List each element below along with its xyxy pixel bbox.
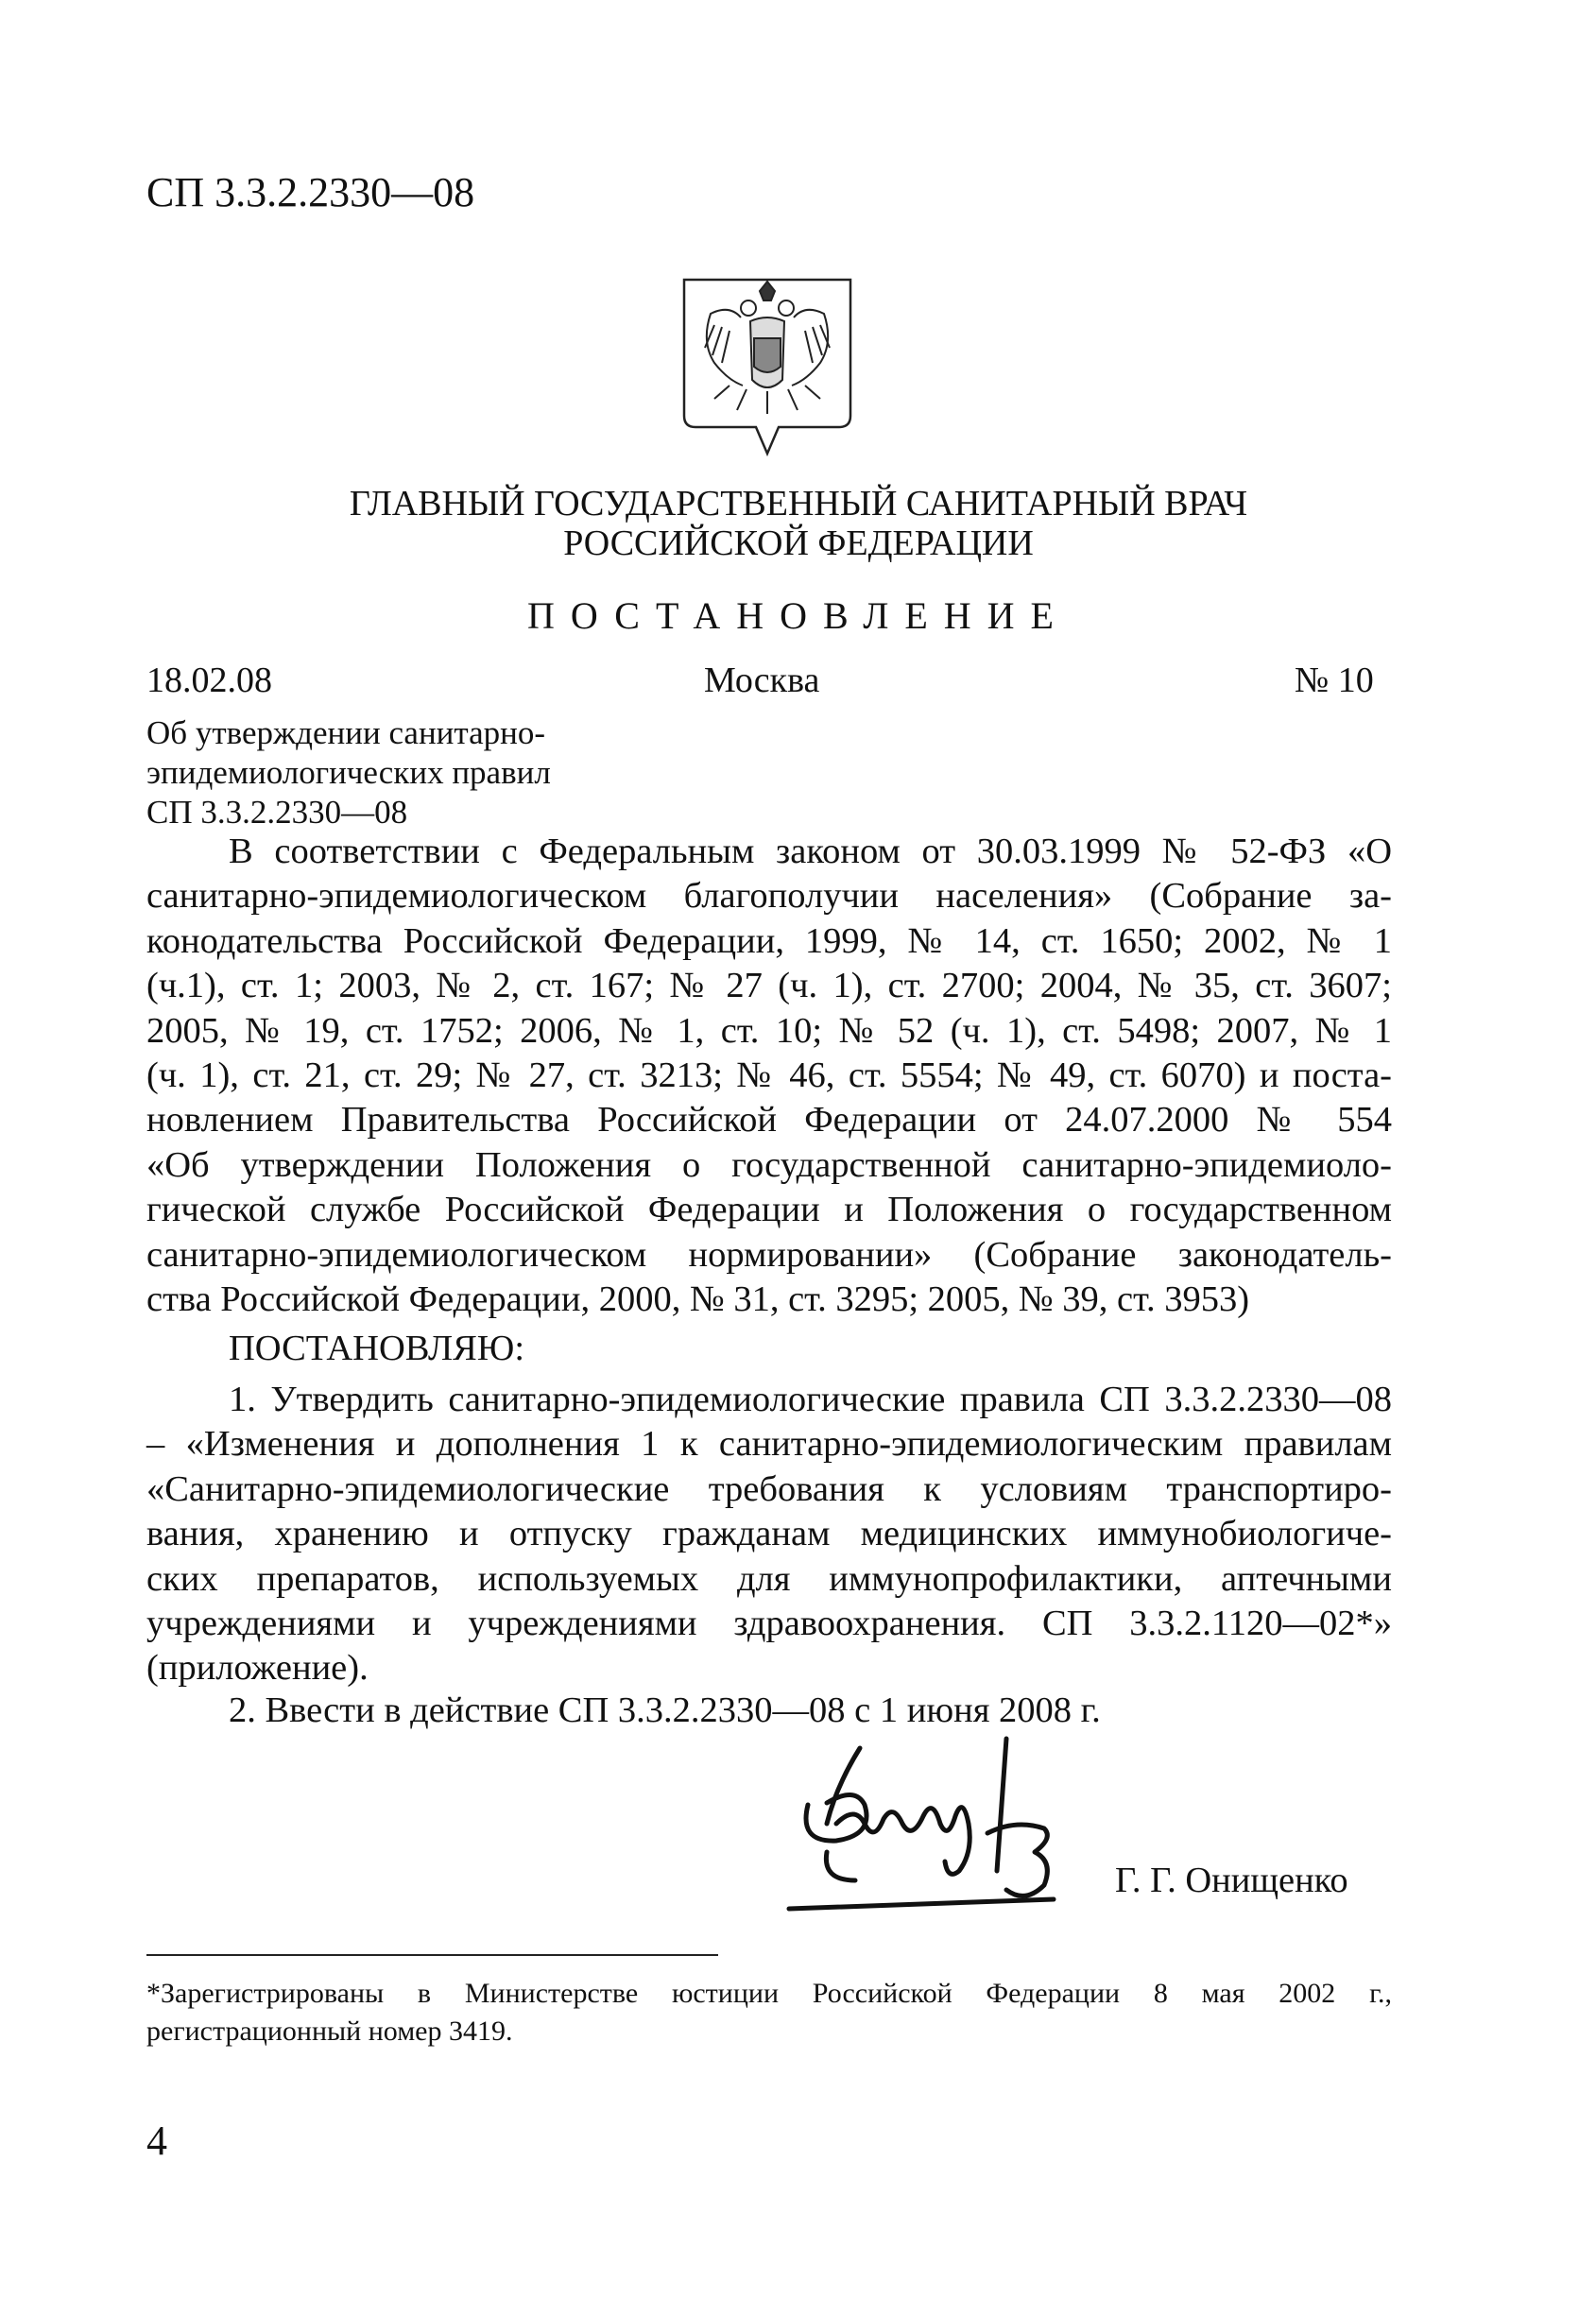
item-line: вания, хранению и отпуску гражданам медицинских иммунобиологиче-: [146, 1514, 1392, 1554]
authority-title-line-2: РОССИЙСКОЙ ФЕДЕРАЦИИ: [563, 523, 1034, 563]
preamble-line: 2005, № 19, ст. 1752; 2006, № 1, ст. 10; № 52 (ч. 1), ст. 5498; 2007, № 1: [146, 1010, 1392, 1051]
signer-name: Г. Г. Онищенко: [1115, 1861, 1348, 1900]
preamble-line: конодательства Российской Федерации, 1999, № 14, ст. 1650; 2002, № 1: [146, 920, 1392, 961]
document-code: СП 3.3.2.2330—08: [146, 169, 475, 215]
item-line: 2. Ввести в действие СП 3.3.2.2330—08 с 1 июня 2008 г.: [229, 1690, 1101, 1730]
resolve-heading: ПОСТАНОВЛЯЮ:: [229, 1329, 525, 1368]
resolution-item-1: [146, 1378, 1392, 1691]
preamble-line: гической службе Российской Федерации и Положения о государственном: [146, 1190, 1392, 1230]
document-date: 18.02.08: [146, 661, 272, 700]
item-line: учреждениями и учреждениями здравоохранения. СП 3.3.2.1120—02*»: [146, 1604, 1392, 1644]
footnote-divider: [146, 1954, 718, 1956]
item-line: – «Изменения и дополнения 1 к санитарно-эпидемиологическим правилам: [146, 1424, 1392, 1465]
document-city: Москва: [704, 661, 820, 700]
signature: [770, 1729, 1087, 1913]
authority-title-line-1: ГЛАВНЫЙ ГОСУДАРСТВЕННЫЙ САНИТАРНЫЙ ВРАЧ: [349, 484, 1248, 523]
russian-coat-of-arms-icon: [673, 276, 862, 457]
preamble-line: «Об утверждении Положения о государственной санитарно-эпидемиоло-: [146, 1144, 1392, 1185]
page-number: 4: [146, 2118, 167, 2164]
preamble-line: ства Российской Федерации, 2000, № 31, ст. 3295; 2005, № 39, ст. 3953): [146, 1279, 1250, 1320]
preamble-line: санитарно-эпидемиологическом благополучии населения» (Собрание за-: [146, 876, 1392, 917]
preamble-line: В соответствии с Федеральным законом от 30.03.1999 № 52-ФЗ «О: [229, 832, 1392, 871]
document-number: № 10: [1295, 661, 1374, 700]
resolution-item-2: [146, 1689, 1392, 1733]
preamble-line: санитарно-эпидемиологическом нормировании» (Собрание законодатель-: [146, 1234, 1392, 1275]
subject-line: эпидемиологических правил: [146, 754, 551, 791]
preamble-line: новлением Правительства Российской Федерации от 24.07.2000 № 554: [146, 1100, 1392, 1141]
footnote-line: регистрационный номер 3419.: [146, 2016, 513, 2047]
subject-line: Об утверждении санитарно-: [146, 714, 546, 751]
subject-line: СП 3.3.2.2330—08: [146, 794, 408, 831]
item-line: (приложение).: [146, 1648, 369, 1689]
item-line: 1. Утвердить санитарно-эпидемиологические правила СП 3.3.2.2330—08: [229, 1380, 1392, 1419]
preamble-line: (ч. 1), ст. 21, ст. 29; № 27, ст. 3213; № 46, ст. 5554; № 49, ст. 6070) и поста-: [146, 1055, 1392, 1096]
footnote-line: *Зарегистрированы в Министерстве юстиции Российской Федерации 8 мая 2002 г.,: [146, 1978, 1392, 2009]
preamble-line: (ч.1), ст. 1; 2003, № 2, ст. 167; № 27 (ч. 1), ст. 2700; 2004, № 35, ст. 3607;: [146, 966, 1392, 1006]
footnote: [146, 1975, 1392, 2050]
document-subject: [146, 713, 638, 832]
preamble-paragraph: [146, 830, 1392, 1322]
item-line: «Санитарно-эпидемиологические требования к условиям транспортиро-: [146, 1468, 1392, 1509]
document-type: ПОСТАНОВЛЕНИЕ: [527, 594, 1070, 637]
item-line: ских препаратов, используемых для иммунопрофилактики, аптечными: [146, 1558, 1392, 1599]
